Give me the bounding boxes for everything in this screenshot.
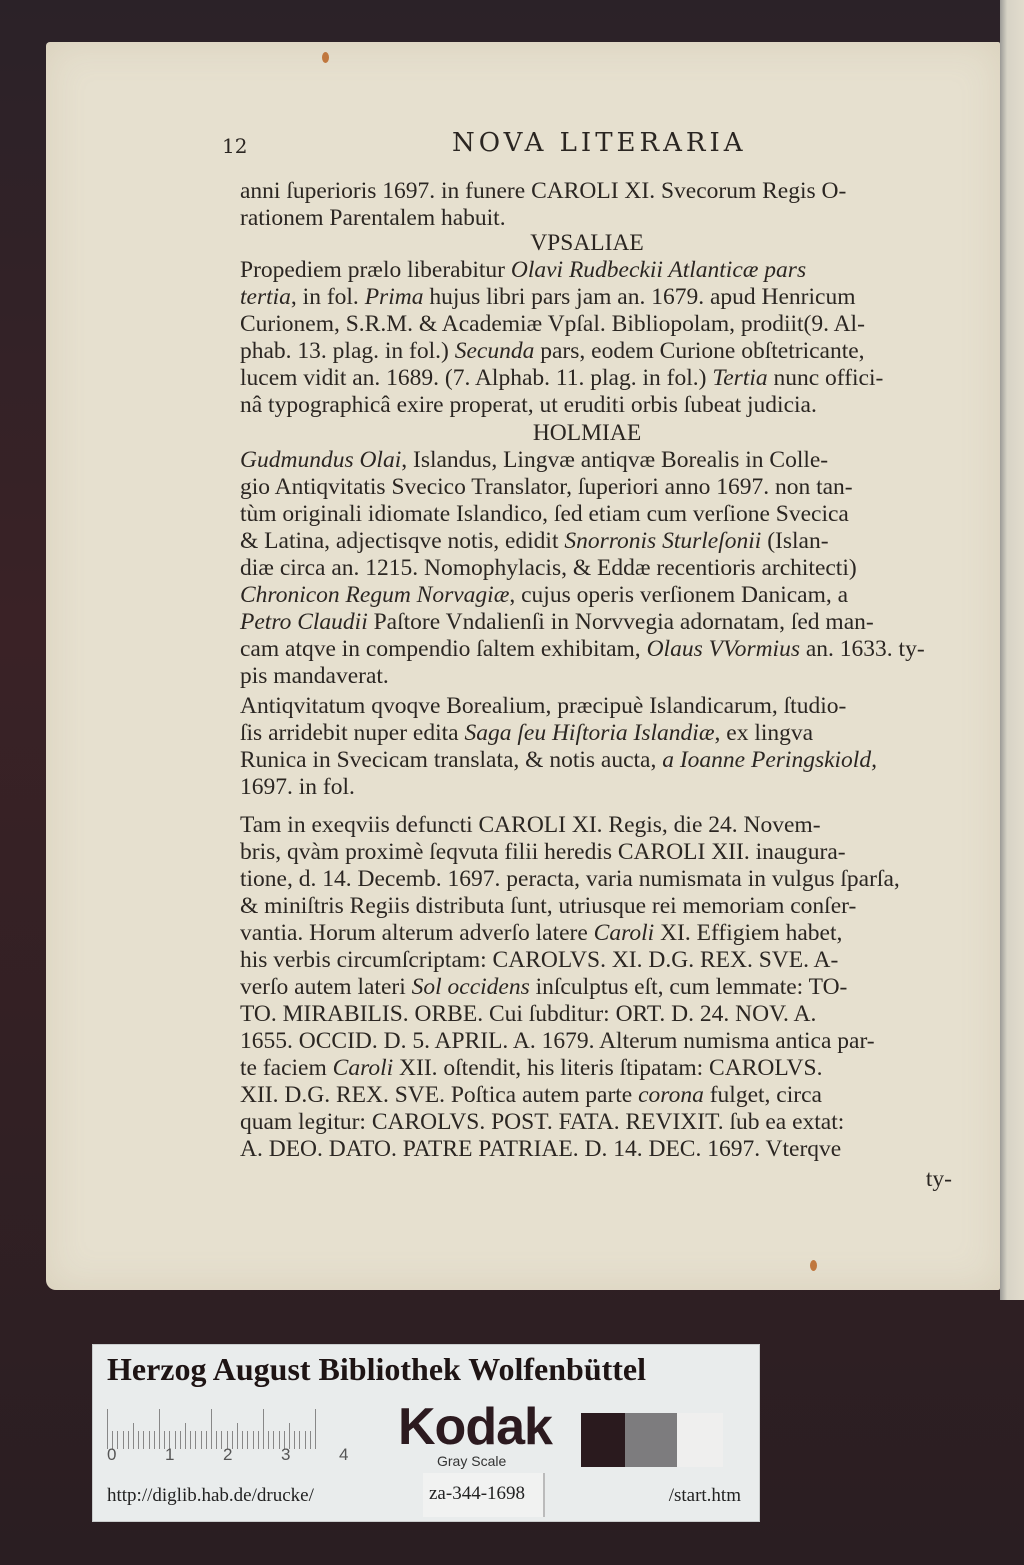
text-run: , Islandus, Lingvæ antiqvæ Borealis in Colle-: [401, 447, 829, 473]
text-run: , cujus operis verſionem Danicam, a: [509, 582, 849, 608]
text-run: XII. D.G. REX. SVE. Poſtica autem parte: [240, 1082, 639, 1108]
text-line: [240, 1001, 952, 1028]
text-run: te faciem: [240, 1055, 333, 1081]
text-run: fulget, circa: [703, 1082, 822, 1108]
text-run: TO. MIRABILIS. ORBE. Cui ſubditur: ORT. D. 24. NOV. A.: [240, 1001, 817, 1027]
text-run: Runica in Svecicam translata, & notis aucta,: [240, 747, 663, 773]
text-run: HOLMIAE: [532, 420, 642, 446]
text-run: nâ typographicâ exire properat, ut eruditi orbis ſubeat judicia.: [240, 392, 817, 418]
page-number: 12: [222, 134, 248, 158]
text-run: & miniſtris Regiis distributa ſunt, utriusque rei memoriam conſer-: [240, 893, 857, 919]
italic-text: a Ioanne Peringskiold,: [662, 747, 877, 773]
kodak-logo: Kodak: [398, 1398, 552, 1456]
text-run: hujus libri pars jam an. 1679. apud Henricum: [423, 284, 856, 310]
text-run: diæ circa an. 1215. Nomophylacis, & Eddæ recentioris architecti): [240, 555, 857, 581]
gray-swatch: [581, 1413, 625, 1467]
italic-text: Chronicon Regum Norvagiæ: [240, 582, 510, 608]
text-run: rationem Parentalem habuit.: [240, 205, 506, 231]
text-line: [240, 338, 952, 365]
text-run: ty-: [925, 1166, 952, 1192]
text-run: Antiqvitatum qvoqve Borealium, præcipuè Islandicarum, ſtudio-: [240, 693, 847, 719]
gray-scale-label: Gray Scale: [437, 1453, 507, 1469]
italic-text: Gudmundus Olai: [240, 447, 402, 473]
text-line: [240, 501, 952, 528]
italic-text: Petro Claudii: [240, 609, 368, 635]
ruler-tick: [263, 1409, 264, 1449]
ruler-number: 1: [165, 1445, 175, 1464]
text-run: Curionem, S.R.M. & Academiæ Vpſal. Bibliopolam, prodiit(9. Al-: [240, 311, 865, 337]
text-run: gio Antiqvitatis Svecico Translator, ſuperiori anno 1697. non tan-: [240, 474, 853, 500]
text-line: [240, 582, 952, 609]
text-line: [240, 311, 952, 338]
text-line: [240, 663, 952, 690]
library-name: Herzog August Bibliothek Wolfenbüttel: [107, 1351, 647, 1387]
text-run: his verbis circumſcriptam: CAROLVS. XI. D.G. REX. SVE. A-: [240, 947, 839, 973]
gray-swatch: [677, 1413, 723, 1467]
italic-text: Tertia: [712, 365, 768, 391]
text-line: [240, 636, 952, 663]
text-run: VPSALIAE: [530, 230, 644, 256]
italic-text: Caroli: [593, 920, 655, 946]
ruler-tick: [159, 1409, 160, 1449]
text-run: 1655. OCCID. D. 5. APRIL. A. 1679. Alterum numisma antica par-: [240, 1028, 875, 1054]
italic-text: Snorronis Sturleſonii: [564, 528, 762, 554]
italic-text: Sol occidens: [411, 974, 530, 1000]
url-suffix: /start.htm: [668, 1485, 741, 1506]
running-title: NOVA LITERARIA: [452, 128, 747, 158]
text-line: [240, 947, 952, 974]
text-run: anni ſuperioris 1697. in funere CAROLI XI. Svecorum Regis O-: [240, 178, 847, 204]
text-line: [240, 1166, 952, 1193]
text-run: (Islan-: [761, 528, 829, 554]
text-run: an. 1633. ty-: [799, 636, 925, 662]
ruler-number: 2: [223, 1445, 233, 1464]
text-run: pis mandaverat.: [240, 663, 389, 689]
text-run: lucem vidit an. 1689. (7. Alphab. 11. plag. in fol.): [240, 365, 713, 391]
text-line: [240, 178, 952, 205]
text-line: [240, 474, 952, 501]
ruler-tick: [107, 1409, 108, 1449]
text-run: nunc offici-: [767, 365, 884, 391]
ruler-number: 0: [107, 1445, 117, 1464]
ruler-tick: [315, 1409, 316, 1449]
text-line: [240, 609, 952, 636]
text-run: Propediem prælo liberabitur: [240, 257, 511, 283]
italic-text: tertia: [240, 284, 291, 310]
text-line: [240, 920, 952, 947]
text-line: [240, 1055, 952, 1082]
ruler-tick: [211, 1409, 212, 1449]
text-line: [240, 528, 952, 555]
text-line: [240, 1028, 952, 1055]
text-line: [240, 839, 952, 866]
italic-text: Olaus VVormius: [646, 636, 800, 662]
text-line: [240, 284, 952, 311]
italic-text: Secunda: [454, 338, 535, 364]
digital-library-url: http://diglib.hab.de/drucke/: [107, 1485, 314, 1506]
text-run: quam legitur: CAROLVS. POST. FATA. REVIXIT. ſub ea extat:: [240, 1109, 845, 1135]
text-run: Paſtore Vndalienſi in Norvvegia adornatam, ſed man-: [367, 609, 874, 635]
text-run: , ex lingva: [714, 720, 814, 746]
text-run: & Latina, adjectisqve notis, edidit: [240, 528, 565, 554]
text-line: [240, 720, 952, 747]
text-line: [240, 866, 952, 893]
text-run: phab. 13. plag. in fol.): [240, 338, 455, 364]
text-line: [240, 812, 952, 839]
text-run: pars, eodem Curione obſtetricante,: [534, 338, 865, 364]
italic-text: Olavi Rudbeckii Atlanticæ pars: [510, 257, 807, 283]
text-line: [240, 365, 952, 392]
page-header: [222, 128, 762, 164]
ruler-number: 3: [281, 1445, 291, 1464]
shelfmark: za-344-1698: [429, 1483, 526, 1504]
text-run: 1697. in fol.: [240, 774, 355, 800]
text-line: [240, 555, 952, 582]
section-heading: [222, 230, 952, 257]
italic-text: Saga ſeu Hiſtoria Islandiæ: [464, 720, 715, 746]
text-line: [240, 447, 952, 474]
text-line: [240, 205, 952, 232]
text-line: [240, 1109, 952, 1136]
text-line: [240, 747, 952, 774]
text-run: tione, d. 14. Decemb. 1697. peracta, varia numismata in vulgus ſparſa,: [240, 866, 900, 892]
italic-text: corona: [638, 1082, 704, 1108]
text-run: , in fol.: [290, 284, 365, 310]
gray-swatch: [625, 1413, 677, 1467]
color-calibration-card: [92, 1344, 760, 1522]
text-run: tùm originali idiomate Islandico, ſed etiam cum verſione Svecica: [240, 501, 849, 527]
text-run: A. DEO. DATO. PATRE PATRIAE. D. 14. DEC. 1697. Vterqve: [240, 1136, 842, 1162]
text-line: [240, 774, 952, 801]
shelfmark-box: [423, 1473, 545, 1517]
italic-text: Prima: [364, 284, 424, 310]
text-line: [240, 893, 952, 920]
ruler-number: 4: [339, 1445, 349, 1464]
text-run: inſculptus eſt, cum lemmate: TO-: [529, 974, 848, 1000]
section-heading: [222, 420, 952, 447]
text-line: [240, 1136, 952, 1163]
text-run: vantia. Horum alterum adverſo latere: [240, 920, 594, 946]
text-line: [240, 1082, 952, 1109]
text-run: Tam in exeqviis defuncti CAROLI XI. Regis, die 24. Novem-: [240, 812, 821, 838]
text-line: [240, 392, 952, 419]
text-run: verſo autem lateri: [240, 974, 412, 1000]
text-run: bris, qvàm proximè ſeqvuta filii heredis CAROLI XII. inaugura-: [240, 839, 846, 865]
measurement-ruler: [107, 1405, 317, 1449]
text-line: [240, 693, 952, 720]
text-run: ſis arridebit nuper edita: [240, 720, 465, 746]
text-run: cam atqve in compendio ſaltem exhibitam,: [240, 636, 647, 662]
text-run: XII. oſtendit, his literis ſtipatam: CAROLVS.: [393, 1055, 823, 1081]
text-line: [240, 974, 952, 1001]
italic-text: Caroli: [332, 1055, 394, 1081]
ruler-numbers: [107, 1445, 367, 1469]
text-run: XI. Effigiem habet,: [654, 920, 843, 946]
text-line: [240, 257, 952, 284]
